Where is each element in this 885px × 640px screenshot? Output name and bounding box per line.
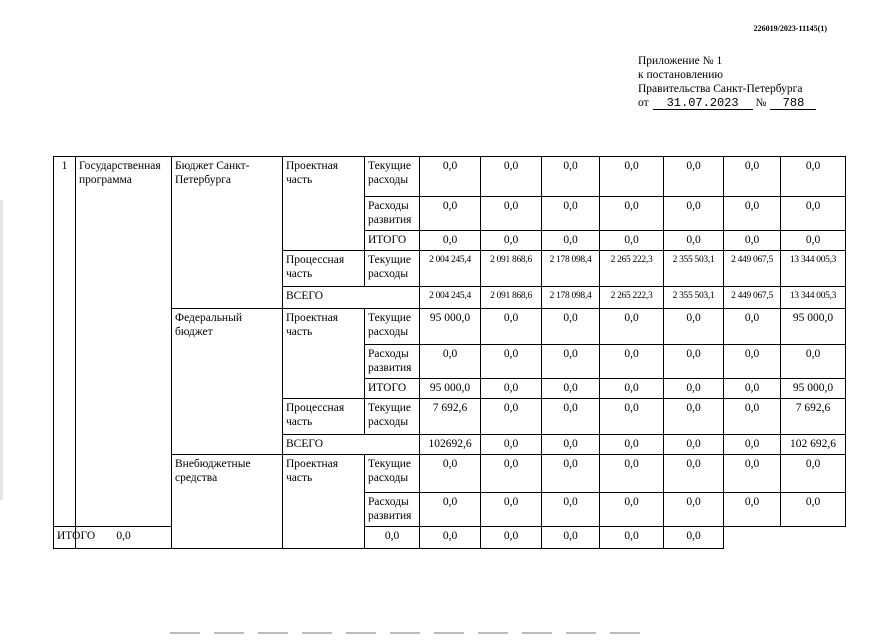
appendix-line-1: Приложение № 1 — [638, 55, 723, 67]
table-cell: 0,0 — [724, 309, 781, 345]
table-cell: 0,0 — [600, 399, 664, 435]
table-cell: 102692,6 — [420, 435, 481, 455]
table-cell: 7 692,6 — [420, 399, 481, 435]
decree-date: 31.07.2023 — [653, 97, 753, 110]
table-cell: 0,0 — [664, 399, 724, 435]
project-part-label: Проектная часть — [283, 455, 365, 549]
process-part-label: Процессная часть — [283, 251, 365, 287]
table-cell: 13 344 005,3 — [781, 287, 846, 309]
table-cell: 0,0 — [420, 345, 481, 379]
project-part-label: Проектная часть — [283, 157, 365, 251]
table-cell: 0,0 — [724, 435, 781, 455]
table-cell: 0,0 — [542, 399, 600, 435]
current-expenses-label: Текущие расходы — [365, 455, 420, 493]
current-expenses-label: Текущие расходы — [365, 251, 420, 287]
current-expenses-label: Текущие расходы — [365, 157, 420, 197]
table-cell: 0,0 — [481, 379, 542, 399]
table-cell: 0,0 — [724, 345, 781, 379]
table-cell: 0,0 — [542, 379, 600, 399]
vsego-label: ВСЕГО — [283, 435, 420, 455]
table-cell: 2 265 222,3 — [600, 287, 664, 309]
table-cell: 0,0 — [481, 345, 542, 379]
vsego-label: ВСЕГО — [283, 287, 420, 309]
table-cell: 0,0 — [724, 399, 781, 435]
table-cell: 0,0 — [781, 455, 846, 493]
table-cell: 0,0 — [481, 309, 542, 345]
table-cell: 2 265 222,3 — [600, 251, 664, 287]
itogo-label: ИТОГО — [365, 379, 420, 399]
itogo-label: ИТОГО — [54, 527, 76, 549]
table-cell: 0,0 — [420, 157, 481, 197]
table-cell: 0,0 — [724, 379, 781, 399]
table-cell: 0,0 — [600, 345, 664, 379]
table-cell: 2 004 245,4 — [420, 251, 481, 287]
appendix-header — [638, 54, 816, 110]
table-cell: 0,0 — [542, 527, 600, 549]
table-cell: 0,0 — [420, 455, 481, 493]
table-cell: 0,0 — [600, 197, 664, 231]
table-cell: 0,0 — [781, 231, 846, 251]
table-cell: 102 692,6 — [781, 435, 846, 455]
table-cell: 0,0 — [420, 231, 481, 251]
table-cell: 0,0 — [664, 527, 724, 549]
table-cell: 0,0 — [542, 493, 600, 527]
table-cell: 0,0 — [542, 345, 600, 379]
table-cell: 0,0 — [542, 197, 600, 231]
table-cell: 0,0 — [781, 157, 846, 197]
current-expenses-label: Текущие расходы — [365, 309, 420, 345]
current-expenses-label: Текущие расходы — [365, 399, 420, 435]
table-cell: 95 000,0 — [781, 379, 846, 399]
budget-table — [53, 156, 846, 549]
table-cell: 0,0 — [481, 399, 542, 435]
budget-source-offbudget: Внебюджетные средства — [172, 455, 283, 549]
table-cell: 95 000,0 — [781, 309, 846, 345]
table-cell: 0,0 — [724, 197, 781, 231]
table-cell: 0,0 — [664, 197, 724, 231]
development-expenses-label: Расходы развития — [365, 197, 420, 231]
table-cell: 0,0 — [664, 455, 724, 493]
table-cell: 0,0 — [481, 455, 542, 493]
table-cell: 0,0 — [781, 345, 846, 379]
table-cell: 13 344 005,3 — [781, 251, 846, 287]
table-cell: 0,0 — [542, 157, 600, 197]
appendix-line-3: Правительства Санкт-Петербурга — [638, 83, 803, 95]
table-cell: 0,0 — [481, 493, 542, 527]
table-cell: 0,0 — [724, 493, 781, 527]
table-cell: 0,0 — [542, 455, 600, 493]
table-row — [54, 157, 846, 197]
table-cell: 0,0 — [781, 197, 846, 231]
table-cell: 0,0 — [664, 435, 724, 455]
program-label: Государственная программа — [76, 157, 172, 527]
table-cell: 0,0 — [664, 379, 724, 399]
table-cell: 0,0 — [724, 455, 781, 493]
row-number: 1 — [54, 157, 76, 527]
table-cell: 2 178 098,4 — [542, 251, 600, 287]
table-row — [54, 309, 846, 345]
table-cell: 2 449 067,5 — [724, 287, 781, 309]
table-cell: 7 692,6 — [781, 399, 846, 435]
table-cell: 0,0 — [600, 309, 664, 345]
table-cell: 0,0 — [724, 231, 781, 251]
budget-source-spb: Бюджет Санкт-Петербурга — [172, 157, 283, 309]
table-cell: 95 000,0 — [420, 309, 481, 345]
table-row — [54, 455, 846, 493]
table-cell: 0,0 — [420, 527, 481, 549]
project-part-label: Проектная часть — [283, 309, 365, 399]
table-cell: 0,0 — [420, 197, 481, 231]
table-cell: 0,0 — [600, 493, 664, 527]
table-cell: 0,0 — [600, 231, 664, 251]
table-cell: 0,0 — [542, 435, 600, 455]
table-cell: 0,0 — [664, 345, 724, 379]
table-cell: 0,0 — [781, 493, 846, 527]
table-cell: 2 355 503,1 — [664, 251, 724, 287]
table-cell: 0,0 — [600, 157, 664, 197]
table-cell: 0,0 — [365, 527, 420, 549]
table-cell: 0,0 — [542, 309, 600, 345]
table-cell: 0,0 — [664, 157, 724, 197]
budget-source-federal: Федеральный бюджет — [172, 309, 283, 455]
table-cell: 0,0 — [481, 435, 542, 455]
table-cell: 0,0 — [600, 527, 664, 549]
development-expenses-label: Расходы развития — [365, 493, 420, 527]
table-cell: 0,0 — [600, 455, 664, 493]
table-cell: 0,0 — [420, 493, 481, 527]
from-label: от — [638, 97, 649, 109]
table-cell: 2 178 098,4 — [542, 287, 600, 309]
development-expenses-label: Расходы развития — [365, 345, 420, 379]
table-cell: 0,0 — [724, 157, 781, 197]
appendix-date-line — [638, 96, 816, 110]
table-cell: 2 091 868,6 — [481, 251, 542, 287]
table-cell: 0,0 — [481, 231, 542, 251]
table-cell: 0,0 — [481, 527, 542, 549]
table-cell: 2 449 067,5 — [724, 251, 781, 287]
table-cell: 0,0 — [542, 231, 600, 251]
scan-artifact-line — [170, 632, 650, 634]
decree-number: 788 — [770, 97, 816, 110]
table-cell: 0,0 — [600, 379, 664, 399]
table-cell: 0,0 — [600, 435, 664, 455]
table-cell: 2 091 868,6 — [481, 287, 542, 309]
number-label: № — [755, 97, 767, 109]
appendix-line-2: к постановлению — [638, 69, 723, 81]
table-cell: 0,0 — [481, 157, 542, 197]
table-cell: 0,0 — [664, 493, 724, 527]
table-cell: 95 000,0 — [420, 379, 481, 399]
table-cell: 2 004 245,4 — [420, 287, 481, 309]
table-cell: 0,0 — [664, 231, 724, 251]
table-cell: 0,0 — [664, 309, 724, 345]
scan-edge — [0, 200, 3, 500]
process-part-label: Процессная часть — [283, 399, 365, 435]
table-cell: 0,0 — [481, 197, 542, 231]
table-cell: 2 355 503,1 — [664, 287, 724, 309]
table-cell: 0,0 — [76, 527, 172, 549]
document-id: 226019/2023-11145(1) — [753, 24, 827, 33]
itogo-label: ИТОГО — [365, 231, 420, 251]
